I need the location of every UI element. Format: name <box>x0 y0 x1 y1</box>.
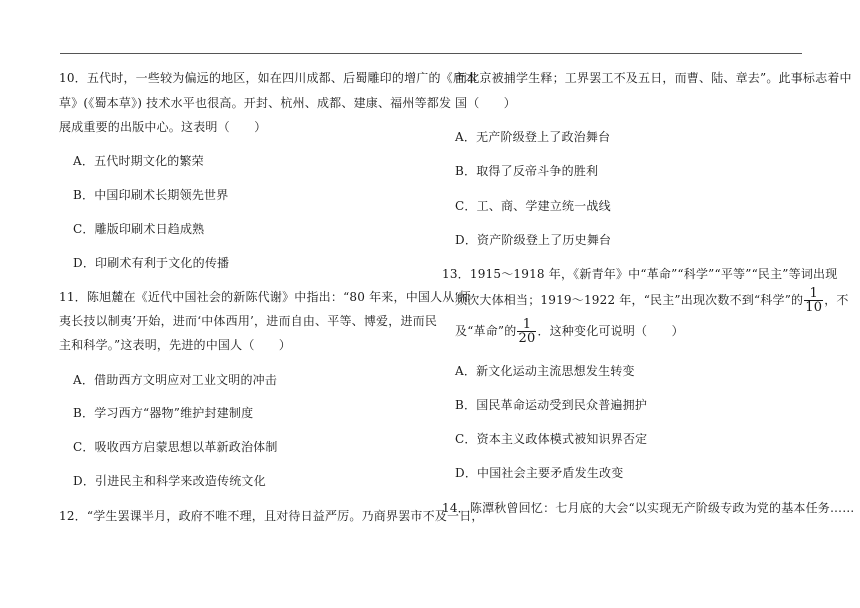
header-rule <box>60 53 802 54</box>
q12-option-a[interactable]: A．无产阶级登上了政治舞台 <box>455 130 611 144</box>
q13-stem-line-1: 13．1915～1918 年，《新青年》中“革命”“科学”“平等”“民主”等词出现 <box>442 267 838 281</box>
q13-line3-tail: ．这种变化可说明（ ） <box>537 324 684 338</box>
q11-option-d[interactable]: D．引进民主和科学来改造传统文化 <box>73 474 266 488</box>
q13-line3-text: 及“革命”的 <box>455 324 517 338</box>
q14-stem-line-1: 14．陈潭秋曾回忆：七月底的大会“以实现无产阶级专政为党的基本任务…… <box>442 501 855 515</box>
q11-stem-line-3: 主和科学。”这表明，先进的中国人（ ） <box>59 338 292 352</box>
fraction-numerator: 1 <box>517 318 536 332</box>
q13-stem-line-3 <box>455 318 684 345</box>
fraction-one-twentieth <box>517 318 536 345</box>
q13-option-c[interactable]: C．资本主义政体模式被知识界否定 <box>455 432 648 446</box>
fraction-one-tenth <box>804 287 823 314</box>
q13-line2-text: 频次大体相当；1919～1922 年，“民主”出现次数不到“科学”的 <box>455 293 804 307</box>
q12-stem-line-1: 12．“学生罢课半月，政府不唯不理，且对待日益严厉。乃商界罢市不及一日， <box>59 509 484 523</box>
q13-stem-line-2 <box>455 287 849 314</box>
q11-option-c[interactable]: C．吸收西方启蒙思想以革新政治体制 <box>73 440 278 454</box>
q11-stem-line-2: 夷长技以制夷’开始，进而‘中体西用’，进而自由、平等、博爱，进而民 <box>59 314 438 328</box>
q10-option-b[interactable]: B．中国印刷术长期领先世界 <box>73 188 229 202</box>
q12-stem-line-2: 而北京被捕学生释；工界罢工不及五日，而曹、陆、章去”。此事标志着中 <box>455 71 852 85</box>
q10-stem-line-2: 草》(《蜀本草》) 技术水平也很高。开封、杭州、成都、建康、福州等都发 <box>59 96 452 110</box>
q10-option-c[interactable]: C．雕版印刷术日趋成熟 <box>73 222 205 236</box>
q11-stem-line-1: 11．陈旭麓在《近代中国社会的新陈代谢》中指出：“80 年来，中国人从‘师 <box>59 290 471 304</box>
q12-option-c[interactable]: C．工、商、学建立统一战线 <box>455 199 611 213</box>
q13-line2-tail: ，不 <box>824 293 849 307</box>
q13-option-d[interactable]: D．中国社会主要矛盾发生改变 <box>455 466 624 480</box>
q12-option-b[interactable]: B．取得了反帝斗争的胜利 <box>455 164 599 178</box>
q12-option-d[interactable]: D．资产阶级登上了历史舞台 <box>455 233 612 247</box>
fraction-denominator: 10 <box>805 300 823 315</box>
q13-option-b[interactable]: B．国民革命运动受到民众普遍拥护 <box>455 398 648 412</box>
q11-option-a[interactable]: A．借助西方文明应对工业文明的冲击 <box>73 373 278 387</box>
q10-option-a[interactable]: A．五代时期文化的繁荣 <box>73 154 204 168</box>
q12-stem-line-3: 国（ ） <box>455 96 517 110</box>
q13-option-a[interactable]: A．新文化运动主流思想发生转变 <box>455 364 635 378</box>
q10-option-d[interactable]: D．印刷术有利于文化的传播 <box>73 256 230 270</box>
fraction-numerator: 1 <box>804 287 823 301</box>
fraction-denominator: 20 <box>518 331 536 346</box>
q11-option-b[interactable]: B．学习西方“器物”维护封建制度 <box>73 406 254 420</box>
q10-stem-line-3: 展成重要的出版中心。这表明（ ） <box>59 120 267 134</box>
q10-stem-line-1: 10．五代时，一些较为偏远的地区，如在四川成都、后蜀雕印的增广的《唐本 <box>59 71 478 85</box>
